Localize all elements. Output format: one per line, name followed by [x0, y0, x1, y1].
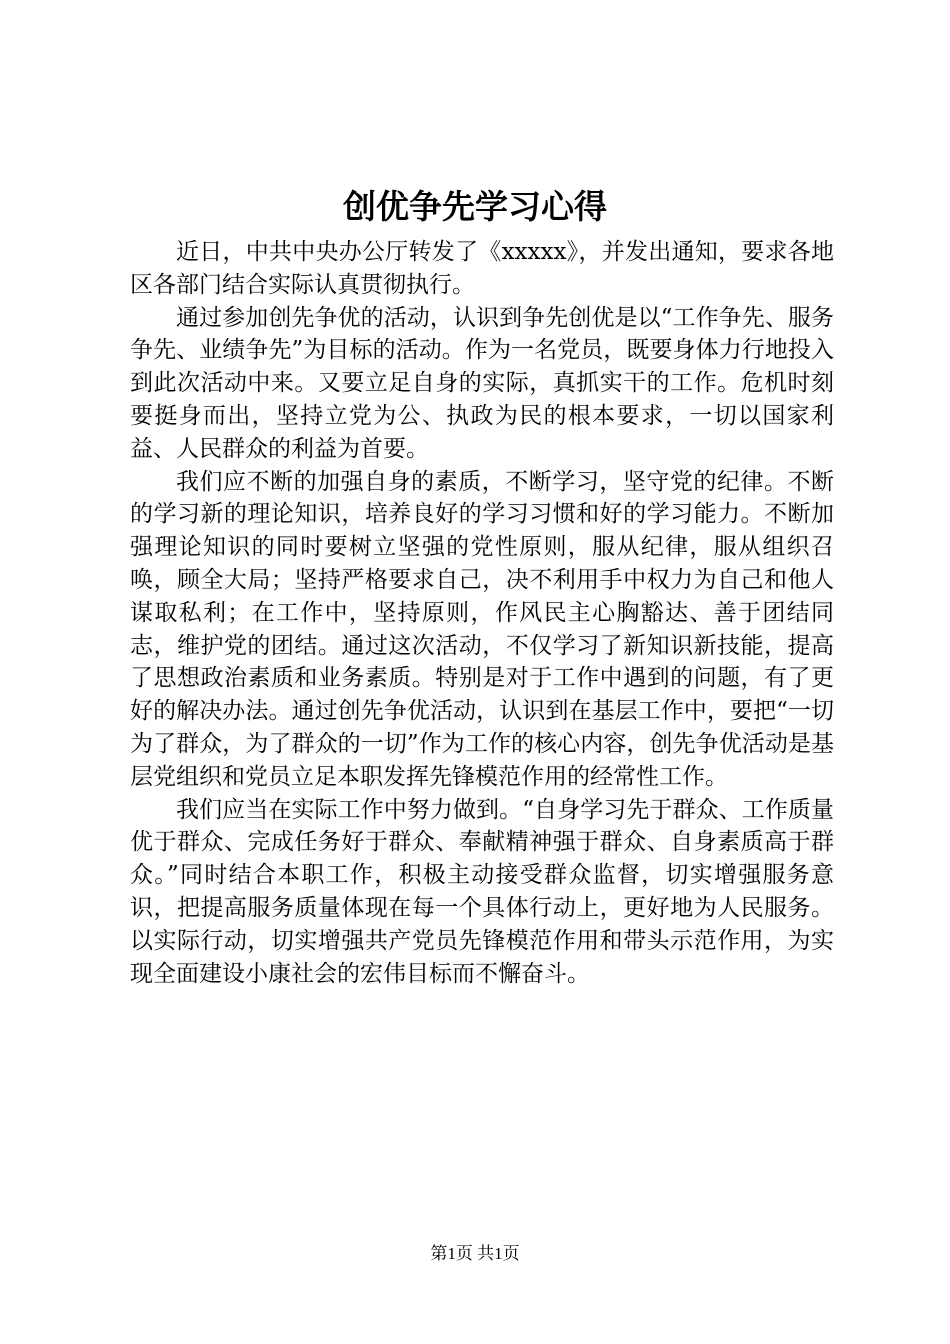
document-body [130, 236, 834, 990]
page-number-footer: 第1页 共1页 [430, 1244, 520, 1263]
page-title: 创优争先学习心得 [343, 187, 607, 226]
paragraph-3: 我们应不断的加强自身的素质，不断学习，坚守党的纪律。不断的学习新的理论知识，培养良好的学习习惯和好的学习能力。不断加强理论知识的同时要树立坚强的党性原则，服从纪律，服从组织召唤，顾全大局；坚持严格要求自己，决不利用手中权力为自己和他人谋取私利；在工作中，坚持原则，作风民主心胸豁达、善于团结同志，维护党的团结。通过这次活动，不仅学习了新知识新技能，提高了思想政治素质和业务素质。特别是对于工作中遇到的问题，有了更好的解决办法。通过创先争优活动，认识到在基层工作中，要把“一切为了群众，为了群众的一切”作为工作的核心内容，创先争优活动是基层党组织和党员立足本职发挥先锋模范作用的经常性工作。 [130, 468, 834, 790]
paragraph-2: 通过参加创先争优的活动，认识到争先创优是以“工作争先、服务争先、业绩争先”为目标的活动。作为一名党员，既要身体力行地投入到此次活动中来。又要立足自身的实际，真抓实干的工作。危机时刻要挺身而出，坚持立党为公、执政为民的根本要求，一切以国家利益、人民群众的利益为首要。 [130, 304, 834, 462]
paragraph-1: 近日，中共中央办公厅转发了《xxxxx》，并发出通知，要求各地区各部门结合实际认真贯彻执行。 [130, 239, 834, 298]
paragraph-4: 我们应当在实际工作中努力做到。“自身学习先于群众、工作质量优于群众、完成任务好于群众、奉献精神强于群众、自身素质高于群众。”同时结合本职工作，积极主动接受群众监督，切实增强服务意识，把提高服务质量体现在每一个具体行动上，更好地为人民服务。以实际行动，切实增强共产党员先锋模范作用和带头示范作用，为实现全面建设小康社会的宏伟目标而不懈奋斗。 [130, 796, 834, 987]
